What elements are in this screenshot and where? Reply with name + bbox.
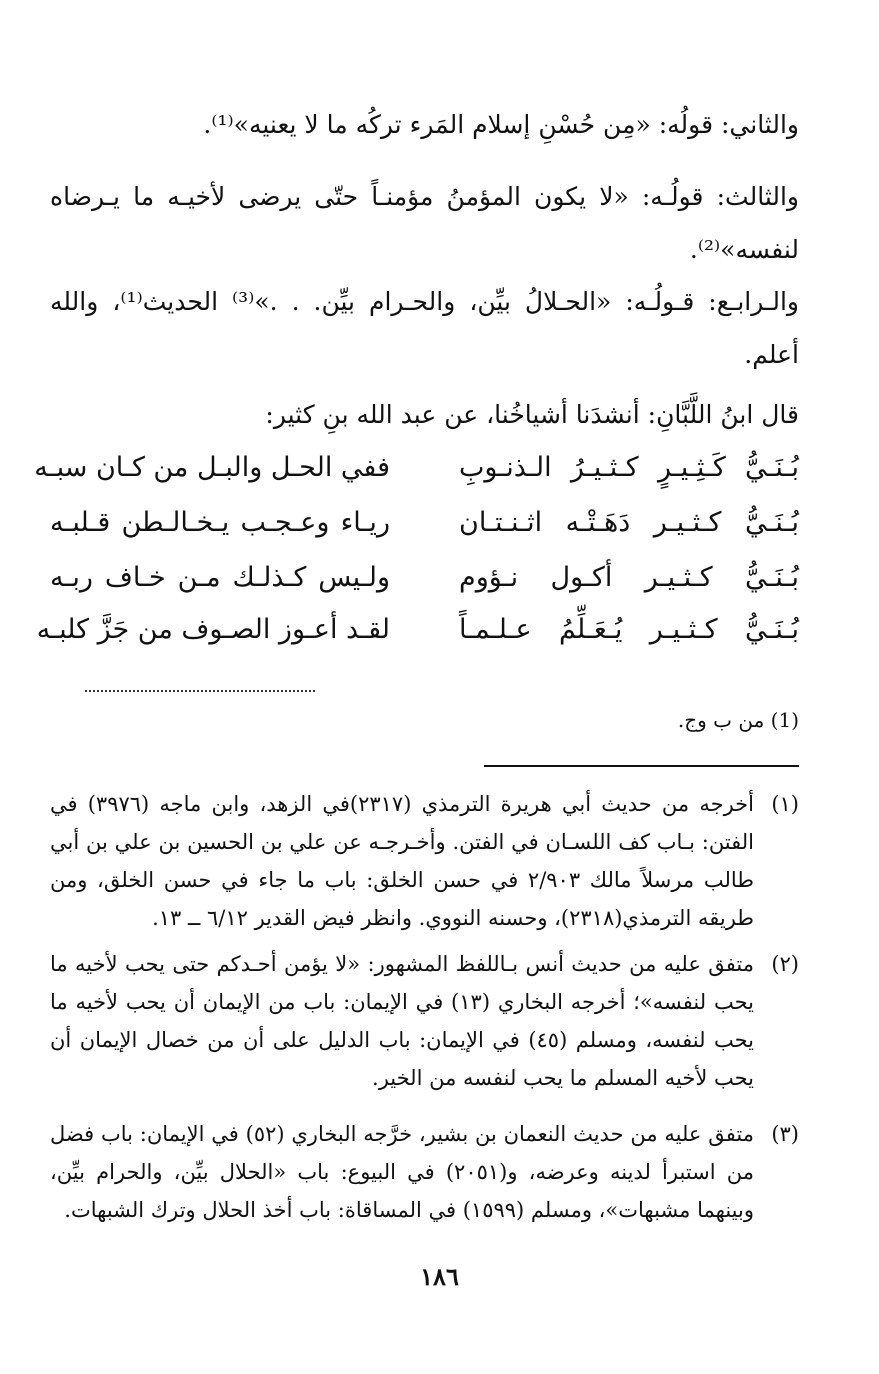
- footnote-number: (٣): [771, 1122, 799, 1146]
- paragraph-fourth: والـرابـع: قـولُـه: «الحـلالُ بيِّن، والحـرام بيِّن. . .»⁽³⁾ الحديث⁽¹⁾، والله أعلم.: [50, 287, 799, 369]
- footnote: [50, 1115, 799, 1229]
- footnote: [50, 945, 799, 1097]
- verse-second-hemistich: لقـد أعـوز الصـوف من جَزَّ كلبـه: [36, 614, 390, 645]
- footnote-text: أخرجه من حديث أبي هريرة الترمذي (٢٣١٧)في الزهد، وابن ماجه (٣٩٧٦) في الفتن: بـاب كف اللسـان في الفتن. وأخـرجـه عن علي بن الحسين بن علي بن أبي طالب مرسلاً مالك ٢/٩٠٣ في حسن الخلق: باب ما جاء في حسن الخلق، ومن طريقه الترمذي(٢٣١٨)، وحسنه النووي. وانظر فيض القدير ٦/١٢ ــ ١٣.: [50, 792, 754, 930]
- paragraph-second: والثاني: قولُه: «مِن حُسْنِ إسلام المَرء تركُه ما لا يعنيه»⁽¹⁾.: [203, 110, 799, 139]
- poem-intro: قال ابنُ اللَّبَّانِ: أنشدَنا أشياخُنا، عن عبد الله بنِ كثير:: [265, 400, 799, 429]
- footnote-text: متفق عليه من حديث أنس بـاللفظ المشهور: «لا يؤمن أحـدكم حتى يحب لأخيه ما يحب لنفسه»؛ أخرجه البخاري (١٣) في الإيمان: باب من الإيمان أن يحب لأخيه ما يحب لنفسه، ومسلم (٤٥) في الإيمان: باب الدليل على أن من خصال الإيمان أن يحب لأخيه المسلم ما يحب لنفسه من الخير.: [50, 952, 754, 1090]
- verse-line: [50, 553, 799, 603]
- verse-second-hemistich: ولـيس كـذلـك مـن خـاف ربـه: [50, 562, 390, 593]
- verse-second-hemistich: ففي الحـل والبـل من كـان سبـه: [34, 452, 390, 483]
- verse-first-hemistich: بُـنَـيُّ كـثـيـر يُـعَـلِّمُ عـلـمـاً: [459, 614, 799, 645]
- dotted-separator: [85, 690, 315, 692]
- verse-second-hemistich: ريـاء وعـجـب يـخـالـطن قـلبـه: [50, 507, 390, 538]
- manuscript-note: (1) من ب وج.: [677, 708, 799, 732]
- verse-first-hemistich: بُـنَـيُّ كـثـيـر دَهَـتْـه اثـنـتـان: [459, 507, 799, 538]
- page-number: ١٨٦: [420, 1262, 459, 1291]
- footnote-number: (١): [771, 792, 799, 816]
- footnote-separator: [484, 765, 799, 767]
- verse-first-hemistich: بُـنَـيُّ كـثـيـر أكـول نـؤوم: [459, 562, 799, 593]
- footnote: [50, 785, 799, 937]
- footnote-text: متفق عليه من حديث النعمان بن بشير، خرَّجه البخاري (٥٢) في الإيمان: باب فضل من استبرأ لدينه وعرضه، و(٢٠٥١) في البيوع: باب «الحلال بيِّن، والحرام بيِّن، وبينهما مشبهات»، ومسلم (١٥٩٩) في المساقاة: باب أخذ الحلال وترك الشبهات.: [50, 1122, 754, 1222]
- verse-line: [50, 498, 799, 548]
- verse-line: [36, 605, 799, 655]
- verse-line: [34, 443, 799, 493]
- paragraph-third: والثالث: قولُـه: «لا يكون المؤمنُ مؤمنـاً حتّى يرضى لأخيـه ما يـرضاه لنفسه»⁽²⁾.: [50, 182, 799, 264]
- footnote-number: (٢): [771, 952, 799, 976]
- verse-first-hemistich: بُـنَـيُّ كَـثِـيـرٍ كـثـيـرُ الـذنـوبِ: [459, 452, 799, 483]
